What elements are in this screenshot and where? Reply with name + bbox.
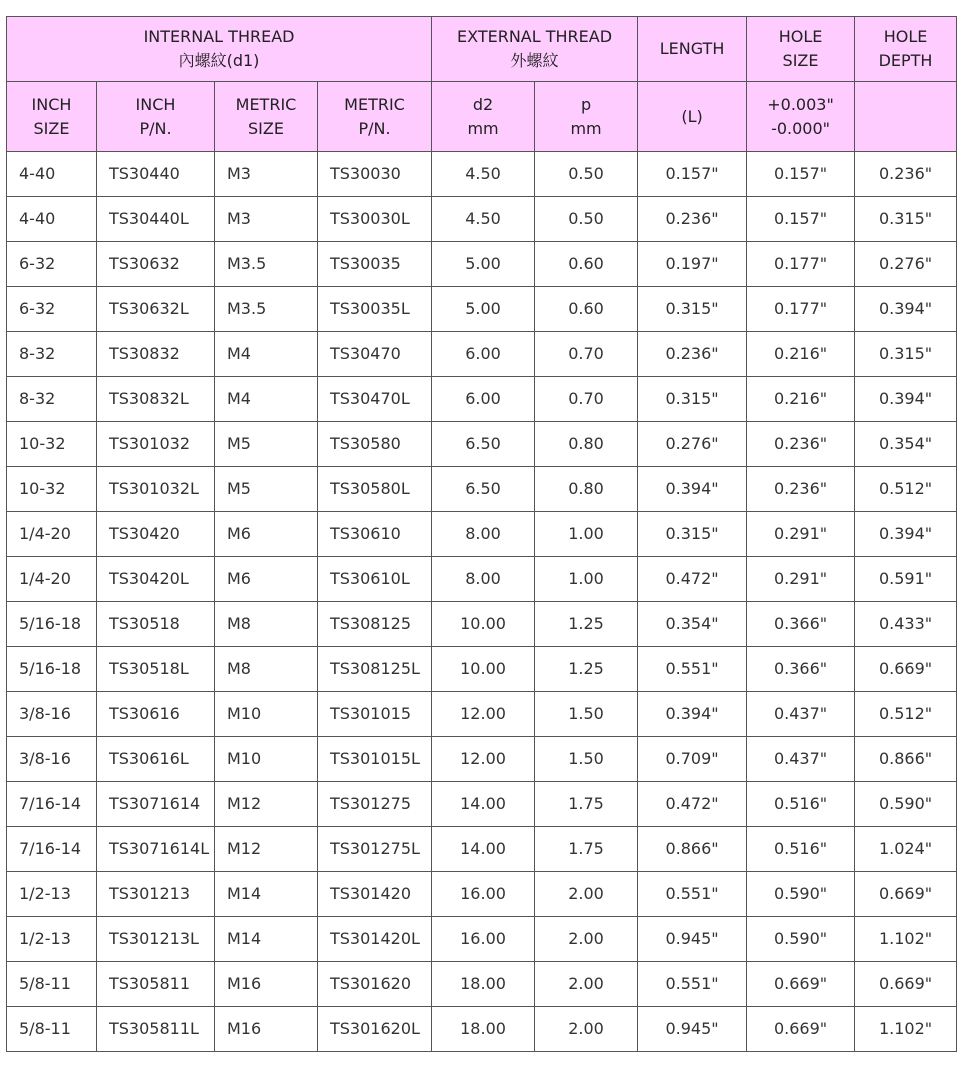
- inch-size-cell: 4-40: [7, 197, 97, 242]
- hole-depth-cell: 0.590": [855, 782, 957, 827]
- d2-cell: 6.50: [432, 422, 535, 467]
- inch-size-cell: 8-32: [7, 332, 97, 377]
- d2-cell: 8.00: [432, 557, 535, 602]
- metric-pn-cell: TS301420: [318, 872, 432, 917]
- metric-pn-cell: TS308125: [318, 602, 432, 647]
- length-cell: 0.236": [638, 332, 747, 377]
- hole-size-header: HOLE SIZE: [747, 17, 855, 82]
- metric-size-header: METRIC SIZE: [215, 82, 318, 152]
- pitch-header: p mm: [535, 82, 638, 152]
- hole-depth-cell: 0.394": [855, 287, 957, 332]
- inch-pn-cell: TS3071614: [97, 782, 215, 827]
- length-cell: 0.945": [638, 1007, 747, 1052]
- inch-pn-cell: TS30518: [97, 602, 215, 647]
- hole-size-cell: 0.437": [747, 737, 855, 782]
- hole-depth-cell: 0.866": [855, 737, 957, 782]
- metric-size-cell: M6: [215, 557, 318, 602]
- table-row: [7, 377, 957, 422]
- hole-size-cell: 0.157": [747, 197, 855, 242]
- inch-pn-cell: TS305811L: [97, 1007, 215, 1052]
- table-row: [7, 962, 957, 1007]
- pitch-cell: 0.50: [535, 152, 638, 197]
- hole-size-cell: 0.590": [747, 872, 855, 917]
- length-cell: 0.472": [638, 557, 747, 602]
- table-row: [7, 557, 957, 602]
- inch-size-cell: 5/8-11: [7, 1007, 97, 1052]
- inch-pn-cell: TS3071614L: [97, 827, 215, 872]
- inch-pn-cell: TS30420: [97, 512, 215, 557]
- metric-pn-cell: TS30035: [318, 242, 432, 287]
- d2-cell: 12.00: [432, 737, 535, 782]
- metric-pn-cell: TS30030: [318, 152, 432, 197]
- d2-cell: 6.00: [432, 377, 535, 422]
- inch-pn-cell: TS301032: [97, 422, 215, 467]
- inch-pn-cell: TS30518L: [97, 647, 215, 692]
- hole-depth-cell: 0.315": [855, 197, 957, 242]
- header-row-columns: [7, 82, 957, 152]
- d2-cell: 6.00: [432, 332, 535, 377]
- table-row: [7, 332, 957, 377]
- table-row: [7, 602, 957, 647]
- metric-pn-cell: TS30610: [318, 512, 432, 557]
- table-row: [7, 512, 957, 557]
- inch-size-cell: 5/8-11: [7, 962, 97, 1007]
- hole-size-cell: 0.216": [747, 332, 855, 377]
- d2-cell: 10.00: [432, 602, 535, 647]
- inch-size-cell: 1/4-20: [7, 557, 97, 602]
- hole-depth-cell: 1.102": [855, 917, 957, 962]
- pitch-cell: 0.60: [535, 287, 638, 332]
- metric-size-cell: M5: [215, 467, 318, 512]
- metric-size-cell: M3.5: [215, 242, 318, 287]
- pitch-cell: 1.25: [535, 647, 638, 692]
- pitch-cell: 1.75: [535, 827, 638, 872]
- length-cell: 0.394": [638, 692, 747, 737]
- length-cell: 0.551": [638, 647, 747, 692]
- metric-pn-cell: TS30580L: [318, 467, 432, 512]
- metric-size-cell: M3.5: [215, 287, 318, 332]
- pitch-cell: 1.75: [535, 782, 638, 827]
- d2-cell: 5.00: [432, 242, 535, 287]
- metric-size-cell: M10: [215, 692, 318, 737]
- length-cell: 0.472": [638, 782, 747, 827]
- hole-depth-cell: 0.276": [855, 242, 957, 287]
- length-cell: 0.551": [638, 872, 747, 917]
- table-row: [7, 242, 957, 287]
- hole-size-cell: 0.669": [747, 1007, 855, 1052]
- metric-size-cell: M16: [215, 1007, 318, 1052]
- inch-pn-cell: TS30832: [97, 332, 215, 377]
- table-row: [7, 467, 957, 512]
- inch-size-cell: 1/4-20: [7, 512, 97, 557]
- pitch-cell: 1.50: [535, 692, 638, 737]
- table-body: [7, 152, 957, 1052]
- d2-cell: 8.00: [432, 512, 535, 557]
- hole-depth-cell: 0.591": [855, 557, 957, 602]
- metric-size-cell: M16: [215, 962, 318, 1007]
- pitch-cell: 2.00: [535, 917, 638, 962]
- hole-depth-cell: 0.433": [855, 602, 957, 647]
- metric-pn-header: METRIC P/N.: [318, 82, 432, 152]
- metric-size-cell: M12: [215, 827, 318, 872]
- pitch-cell: 0.60: [535, 242, 638, 287]
- hole-depth-cell: 0.354": [855, 422, 957, 467]
- inch-pn-cell: TS30440L: [97, 197, 215, 242]
- inch-size-cell: 8-32: [7, 377, 97, 422]
- pitch-cell: 2.00: [535, 1007, 638, 1052]
- hole-size-cell: 0.366": [747, 602, 855, 647]
- inch-pn-header: INCH P/N.: [97, 82, 215, 152]
- pitch-cell: 0.80: [535, 467, 638, 512]
- d2-cell: 4.50: [432, 197, 535, 242]
- hole-size-cell: 0.669": [747, 962, 855, 1007]
- d2-cell: 18.00: [432, 962, 535, 1007]
- inch-size-cell: 3/8-16: [7, 692, 97, 737]
- hole-size-cell: 0.437": [747, 692, 855, 737]
- hole-depth-header: HOLE DEPTH: [855, 17, 957, 82]
- table-row: [7, 737, 957, 782]
- hole-size-cell: 0.236": [747, 467, 855, 512]
- inch-size-cell: 7/16-14: [7, 827, 97, 872]
- hole-depth-blank-header: [855, 82, 957, 152]
- metric-pn-cell: TS301015: [318, 692, 432, 737]
- metric-size-cell: M5: [215, 422, 318, 467]
- metric-size-cell: M8: [215, 602, 318, 647]
- length-cell: 0.315": [638, 512, 747, 557]
- d2-cell: 16.00: [432, 872, 535, 917]
- table-row: [7, 287, 957, 332]
- d2-header: d2 mm: [432, 82, 535, 152]
- length-cell: 0.394": [638, 467, 747, 512]
- inch-size-cell: 10-32: [7, 467, 97, 512]
- hole-depth-cell: 0.512": [855, 692, 957, 737]
- inch-size-cell: 7/16-14: [7, 782, 97, 827]
- inch-pn-cell: TS301213: [97, 872, 215, 917]
- length-cell: 0.276": [638, 422, 747, 467]
- length-cell: 0.197": [638, 242, 747, 287]
- inch-size-cell: 5/16-18: [7, 602, 97, 647]
- length-cell: 0.236": [638, 197, 747, 242]
- inch-pn-cell: TS30632L: [97, 287, 215, 332]
- length-cell: 0.551": [638, 962, 747, 1007]
- d2-cell: 16.00: [432, 917, 535, 962]
- metric-size-cell: M6: [215, 512, 318, 557]
- inch-pn-cell: TS305811: [97, 962, 215, 1007]
- inch-pn-cell: TS301213L: [97, 917, 215, 962]
- hole-depth-cell: 0.236": [855, 152, 957, 197]
- metric-pn-cell: TS30610L: [318, 557, 432, 602]
- length-cell: 0.945": [638, 917, 747, 962]
- pitch-cell: 0.50: [535, 197, 638, 242]
- hole-size-cell: 0.177": [747, 242, 855, 287]
- hole-depth-cell: 0.512": [855, 467, 957, 512]
- inch-pn-cell: TS301032L: [97, 467, 215, 512]
- inch-size-cell: 3/8-16: [7, 737, 97, 782]
- hole-size-cell: 0.516": [747, 827, 855, 872]
- hole-depth-cell: 0.669": [855, 647, 957, 692]
- hole-depth-cell: 0.669": [855, 962, 957, 1007]
- metric-size-cell: M4: [215, 377, 318, 422]
- hole-size-cell: 0.177": [747, 287, 855, 332]
- metric-pn-cell: TS30580: [318, 422, 432, 467]
- pitch-cell: 2.00: [535, 962, 638, 1007]
- hole-size-cell: 0.291": [747, 557, 855, 602]
- length-header: LENGTH: [638, 17, 747, 82]
- header-row-group: [7, 17, 957, 82]
- pitch-cell: 0.70: [535, 377, 638, 422]
- hole-size-cell: 0.590": [747, 917, 855, 962]
- inch-pn-cell: TS30616: [97, 692, 215, 737]
- inch-pn-cell: TS30616L: [97, 737, 215, 782]
- length-cell: 0.354": [638, 602, 747, 647]
- pitch-cell: 0.80: [535, 422, 638, 467]
- d2-cell: 18.00: [432, 1007, 535, 1052]
- d2-cell: 6.50: [432, 467, 535, 512]
- inch-size-cell: 5/16-18: [7, 647, 97, 692]
- hole-depth-cell: 0.394": [855, 512, 957, 557]
- inch-size-cell: 6-32: [7, 242, 97, 287]
- length-unit-header: (L): [638, 82, 747, 152]
- table-row: [7, 647, 957, 692]
- d2-cell: 14.00: [432, 782, 535, 827]
- metric-size-cell: M4: [215, 332, 318, 377]
- metric-pn-cell: TS301015L: [318, 737, 432, 782]
- tolerance-header: +0.003" -0.000": [747, 82, 855, 152]
- table-row: [7, 1007, 957, 1052]
- metric-size-cell: M8: [215, 647, 318, 692]
- hole-size-cell: 0.216": [747, 377, 855, 422]
- table-row: [7, 692, 957, 737]
- hole-size-cell: 0.366": [747, 647, 855, 692]
- hole-depth-cell: 0.315": [855, 332, 957, 377]
- pitch-cell: 2.00: [535, 872, 638, 917]
- table-row: [7, 422, 957, 467]
- length-cell: 0.157": [638, 152, 747, 197]
- hole-depth-cell: 0.394": [855, 377, 957, 422]
- table-row: [7, 917, 957, 962]
- inch-size-header: INCH SIZE: [7, 82, 97, 152]
- metric-pn-cell: TS301620L: [318, 1007, 432, 1052]
- thread-insert-spec-table: [6, 16, 957, 1052]
- inch-size-cell: 1/2-13: [7, 872, 97, 917]
- pitch-cell: 1.50: [535, 737, 638, 782]
- inch-size-cell: 6-32: [7, 287, 97, 332]
- metric-pn-cell: TS30035L: [318, 287, 432, 332]
- table-row: [7, 152, 957, 197]
- hole-size-cell: 0.291": [747, 512, 855, 557]
- inch-pn-cell: TS30632: [97, 242, 215, 287]
- table-row: [7, 872, 957, 917]
- metric-pn-cell: TS308125L: [318, 647, 432, 692]
- metric-size-cell: M3: [215, 152, 318, 197]
- hole-size-cell: 0.516": [747, 782, 855, 827]
- pitch-cell: 1.25: [535, 602, 638, 647]
- metric-pn-cell: TS301420L: [318, 917, 432, 962]
- d2-cell: 12.00: [432, 692, 535, 737]
- metric-size-cell: M10: [215, 737, 318, 782]
- inch-pn-cell: TS30420L: [97, 557, 215, 602]
- inch-size-cell: 10-32: [7, 422, 97, 467]
- d2-cell: 5.00: [432, 287, 535, 332]
- hole-depth-cell: 0.669": [855, 872, 957, 917]
- inch-pn-cell: TS30440: [97, 152, 215, 197]
- pitch-cell: 1.00: [535, 557, 638, 602]
- length-cell: 0.315": [638, 287, 747, 332]
- length-cell: 0.866": [638, 827, 747, 872]
- hole-depth-cell: 1.102": [855, 1007, 957, 1052]
- inch-pn-cell: TS30832L: [97, 377, 215, 422]
- metric-size-cell: M3: [215, 197, 318, 242]
- inch-size-cell: 4-40: [7, 152, 97, 197]
- d2-cell: 14.00: [432, 827, 535, 872]
- metric-pn-cell: TS301275: [318, 782, 432, 827]
- d2-cell: 10.00: [432, 647, 535, 692]
- length-cell: 0.709": [638, 737, 747, 782]
- metric-size-cell: M14: [215, 872, 318, 917]
- internal-thread-header: INTERNAL THREAD 內螺紋(d1): [7, 17, 432, 82]
- hole-size-cell: 0.236": [747, 422, 855, 467]
- metric-size-cell: M14: [215, 917, 318, 962]
- metric-pn-cell: TS301275L: [318, 827, 432, 872]
- metric-size-cell: M12: [215, 782, 318, 827]
- inch-size-cell: 1/2-13: [7, 917, 97, 962]
- length-cell: 0.315": [638, 377, 747, 422]
- table-row: [7, 827, 957, 872]
- pitch-cell: 1.00: [535, 512, 638, 557]
- hole-size-cell: 0.157": [747, 152, 855, 197]
- table-row: [7, 197, 957, 242]
- metric-pn-cell: TS301620: [318, 962, 432, 1007]
- metric-pn-cell: TS30470: [318, 332, 432, 377]
- external-thread-header: EXTERNAL THREAD 外螺紋: [432, 17, 638, 82]
- metric-pn-cell: TS30030L: [318, 197, 432, 242]
- d2-cell: 4.50: [432, 152, 535, 197]
- table-row: [7, 782, 957, 827]
- hole-depth-cell: 1.024": [855, 827, 957, 872]
- metric-pn-cell: TS30470L: [318, 377, 432, 422]
- pitch-cell: 0.70: [535, 332, 638, 377]
